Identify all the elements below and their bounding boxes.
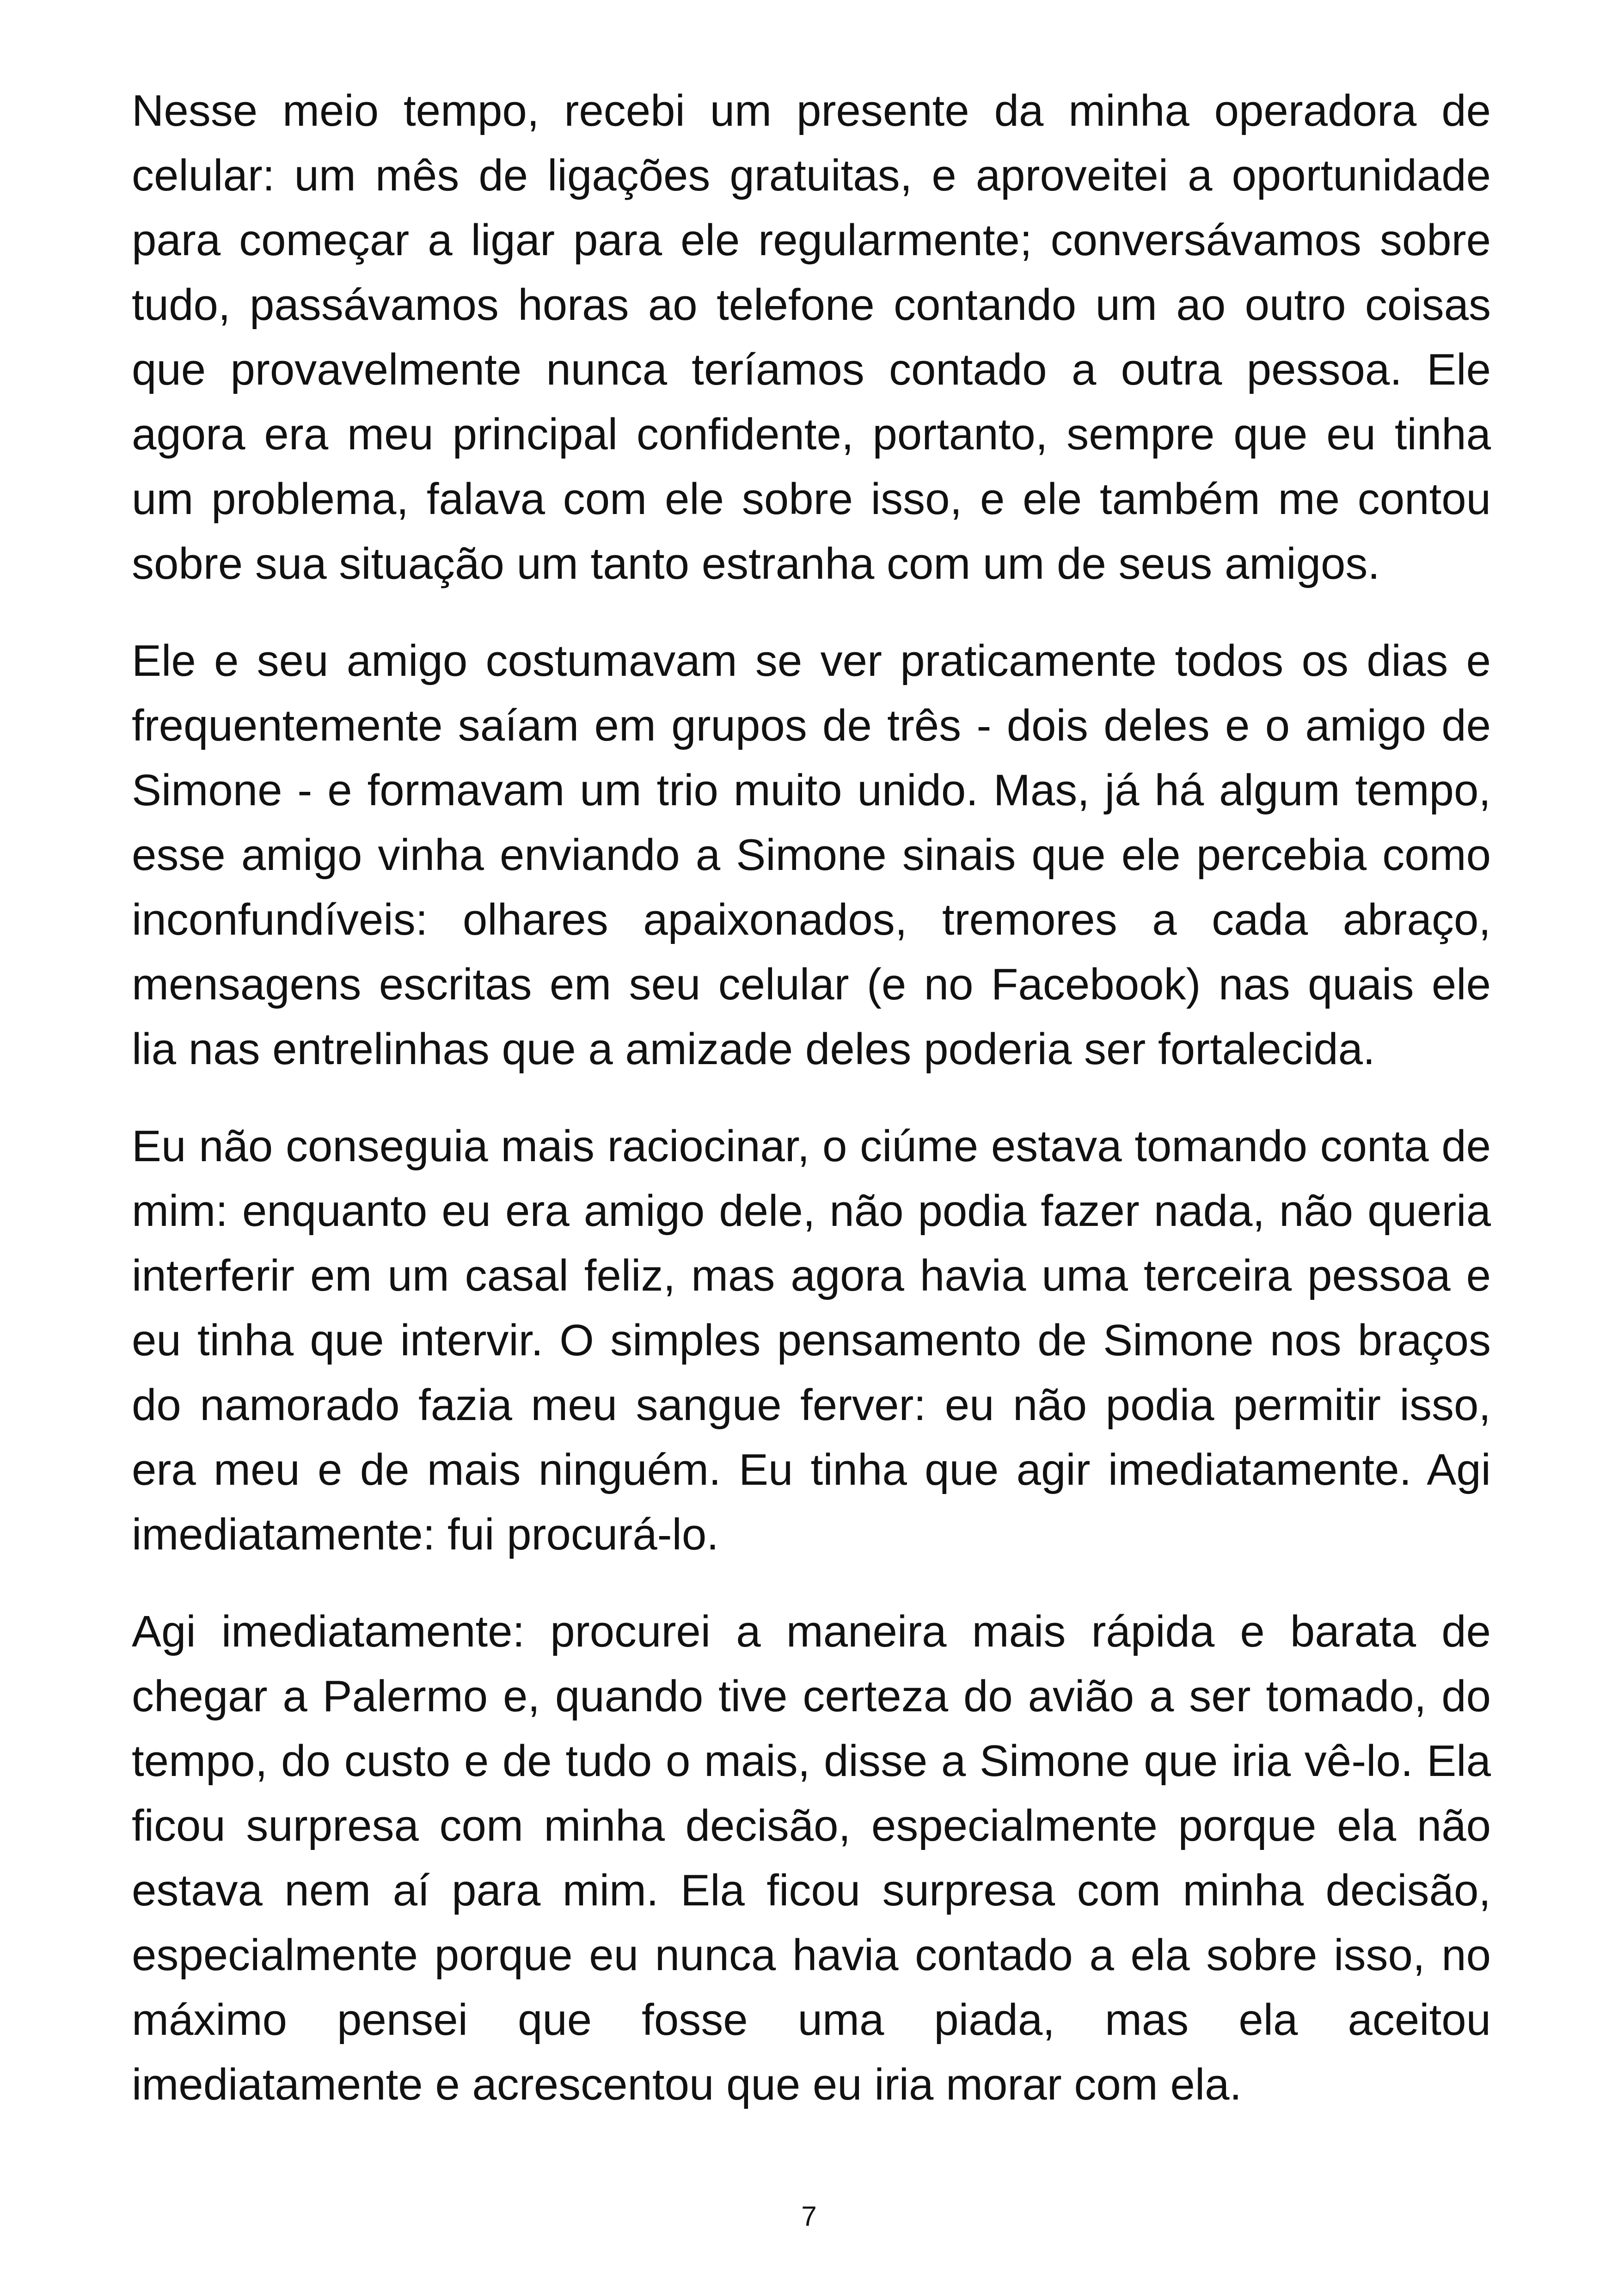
paragraph-2: Ele e seu amigo costumavam se ver praticamente todos os dias e frequentemente saíam em grupos de três - dois deles e o amigo de Simone - e formavam um trio muito unido. Mas, já há algum tempo, esse amigo vinha enviando a Simone sinais que ele percebia como inconfundíveis: olhares apaixonados, tremores a cada abraço, mensagens escritas em seu celular (e no Facebook) nas quais ele lia nas entrelinhas que a amizade deles poderia ser fortalecida.: [132, 636, 1491, 1074]
page-number: 7: [801, 2201, 817, 2232]
paragraph-3: Eu não conseguia mais raciocinar, o ciúme estava tomando conta de mim: enquanto eu era amigo dele, não podia fazer nada, não queria interferir em um casal feliz, mas agora havia uma terceira pessoa e eu tinha que intervir. O simples pensamento de Simone nos braços do namorado fazia meu sangue ferver: eu não podia permitir isso, era meu e de mais ninguém. Eu tinha que agir imediatamente. Agi imediatamente: fui procurá-lo.: [132, 1121, 1491, 1559]
paragraph-4: Agi imediatamente: procurei a maneira mais rápida e barata de chegar a Palermo e, quando tive certeza do avião a ser tomado, do tempo, do custo e de tudo o mais, disse a Simone que iria vê-lo. Ela ficou surpresa com minha decisão, especialmente porque ela não estava nem aí para mim. Ela ficou surpresa com minha decisão, especialmente porque eu nunca havia contado a ela sobre isso, no máximo pensei que fosse uma piada, mas ela aceitou imediatamente e acrescentou que eu iria morar com ela.: [132, 1607, 1491, 2109]
paragraph-1: Nesse meio tempo, recebi um presente da minha operadora de celular: um mês de ligações gratuitas, e aproveitei a oportunidade para começar a ligar para ele regularmente; conversávamos sobre tudo, passávamos horas ao telefone contando um ao outro coisas que provavelmente nunca teríamos contado a outra pessoa. Ele agora era meu principal confidente, portanto, sempre que eu tinha um problema, falava com ele sobre isso, e ele também me contou sobre sua situação um tanto estranha com um de seus amigos.: [132, 86, 1491, 588]
body-text: [132, 79, 1491, 2117]
